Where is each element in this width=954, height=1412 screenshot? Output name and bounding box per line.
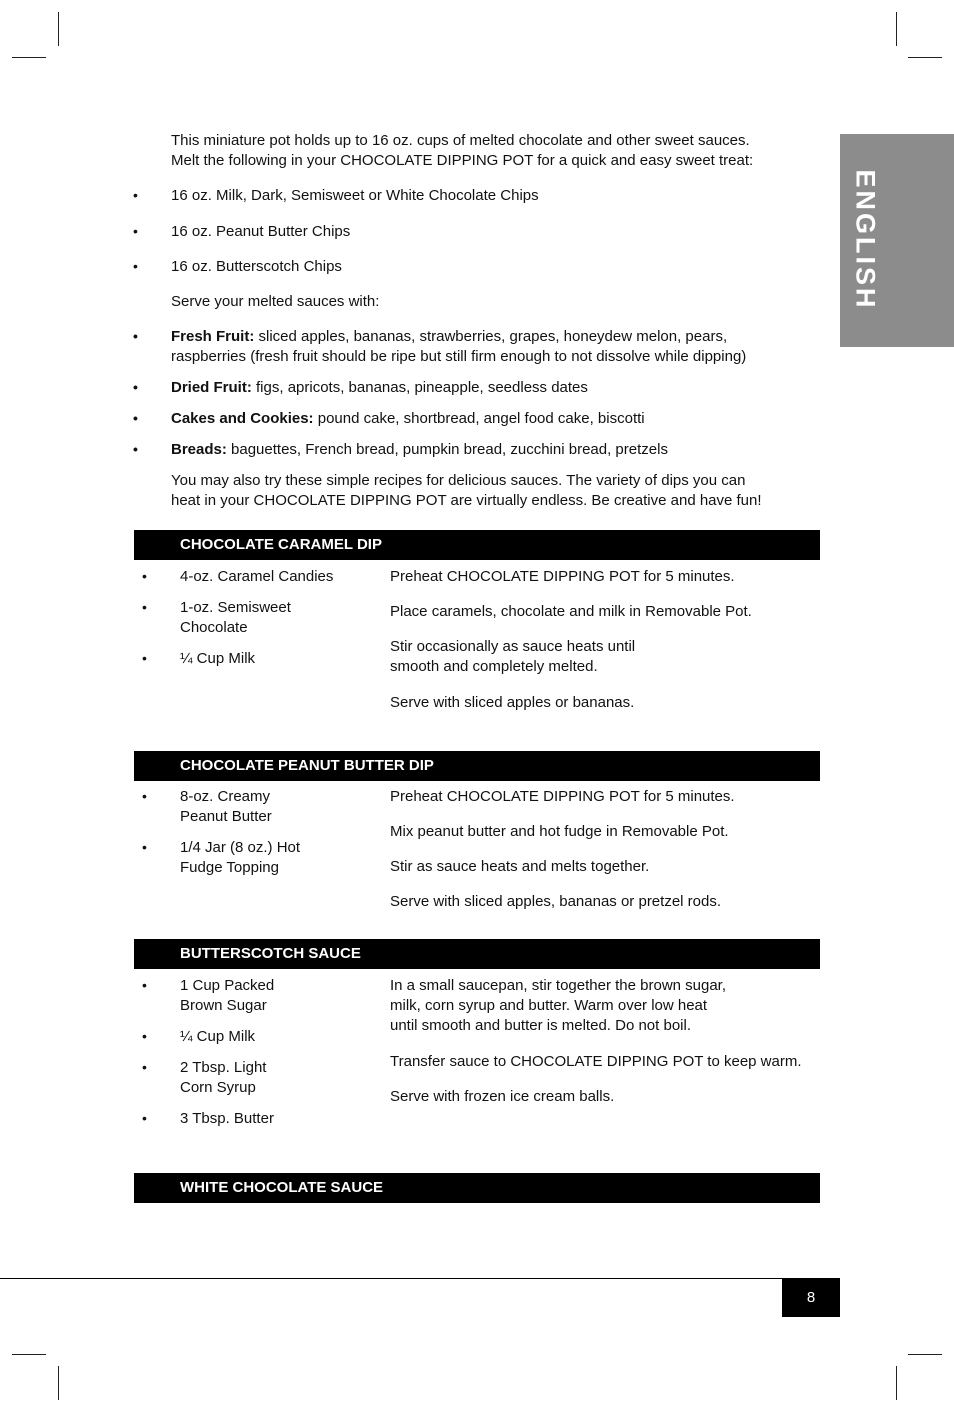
serve-item-text: sliced apples, bananas, strawberries, grapes, honeydew melon, pears, (258, 328, 728, 345)
serve-item-text: figs, apricots, bananas, pineapple, seedless dates (256, 379, 588, 396)
serve-item (171, 409, 645, 429)
serve-item-label: Fresh Fruit: (171, 328, 255, 345)
step-line: milk, corn syrup and butter. Warm over low heat (390, 997, 708, 1014)
ingredient-line: 8-oz. Creamy (180, 788, 271, 805)
recipe-title: WHITE CHOCOLATE SAUCE (180, 1179, 384, 1196)
recipe-title: BUTTERSCOTCH SAUCE (180, 945, 361, 962)
language-tab-label: ENGLISH (850, 169, 881, 311)
step-line: until smooth and butter is melted. Do not boil. (390, 1017, 691, 1034)
crop-mark (896, 12, 897, 46)
recipe-title: CHOCOLATE PEANUT BUTTER DIP (180, 757, 434, 774)
bullet: • (142, 977, 147, 993)
recipe-step: Transfer sauce to CHOCOLATE DIPPING POT to keep warm. (390, 1053, 802, 1070)
serve-item-text: pound cake, shortbread, angel food cake, biscotti (317, 410, 645, 427)
ingredient-line: Chocolate (180, 619, 248, 636)
bullet: • (142, 1110, 147, 1126)
serve-item (171, 327, 746, 367)
serve-item-text: raspberries (fresh fruit should be ripe but still firm enough to not dissolve while dipping) (171, 348, 747, 365)
recipe-step: Stir as sauce heats and melts together. (390, 858, 650, 875)
recipe-header (134, 1173, 820, 1203)
ingredient: ¼ Cup Milk (180, 650, 256, 667)
ingredient-line: Fudge Topping (180, 859, 279, 876)
bullet: • (133, 258, 138, 274)
ingredient (180, 598, 291, 638)
melt-item: 16 oz. Peanut Butter Chips (171, 223, 351, 240)
ingredient-line: 1 Cup Packed (180, 977, 275, 994)
step-line: Stir occasionally as sauce heats until (390, 638, 636, 655)
recipe-title: CHOCOLATE CARAMEL DIP (180, 536, 382, 553)
step-line: smooth and completely melted. (390, 658, 598, 675)
crop-mark (58, 12, 59, 46)
bullet: • (133, 379, 138, 395)
serve-item (171, 378, 588, 398)
ingredient-line: 1/4 Jar (8 oz.) Hot (180, 839, 301, 856)
recipe-step (390, 637, 635, 677)
serve-item-label: Cakes and Cookies: (171, 410, 314, 427)
outro-line: You may also try these simple recipes for delicious sauces. The variety of dips you can (171, 472, 746, 489)
melt-item: 16 oz. Butterscotch Chips (171, 258, 342, 275)
intro-paragraph (171, 131, 753, 171)
ingredient: 3 Tbsp. Butter (180, 1110, 274, 1127)
crop-mark (908, 1354, 942, 1355)
crop-mark (12, 1354, 46, 1355)
crop-mark (12, 57, 46, 58)
footer-rule (0, 1278, 840, 1279)
recipe-step (390, 976, 726, 1036)
serve-item-text: baguettes, French bread, pumpkin bread, zucchini bread, pretzels (231, 441, 668, 458)
recipe-step: Place caramels, chocolate and milk in Removable Pot. (390, 603, 752, 620)
ingredient (180, 838, 300, 878)
recipe-step: Mix peanut butter and hot fudge in Removable Pot. (390, 823, 729, 840)
page-number: 8 (782, 1278, 840, 1317)
bullet: • (142, 839, 147, 855)
crop-mark (908, 57, 942, 58)
serve-item-label: Breads: (171, 441, 227, 458)
ingredient: ¼ Cup Milk (180, 1028, 256, 1045)
crop-mark (58, 1366, 59, 1400)
recipe-header (134, 939, 820, 969)
crop-mark (896, 1366, 897, 1400)
intro-line: Melt the following in your CHOCOLATE DIPPING POT for a quick and easy sweet treat: (171, 152, 754, 169)
serve-item (171, 440, 668, 460)
recipe-step: Preheat CHOCOLATE DIPPING POT for 5 minutes. (390, 568, 735, 585)
ingredient (180, 1058, 266, 1098)
bullet: • (142, 599, 147, 615)
ingredient: 4-oz. Caramel Candies (180, 568, 334, 585)
recipe-step: Serve with frozen ice cream balls. (390, 1088, 615, 1105)
bullet: • (133, 410, 138, 426)
ingredient (180, 976, 274, 1016)
bullet: • (133, 187, 138, 203)
ingredient-line: 2 Tbsp. Light (180, 1059, 267, 1076)
recipe-header (134, 751, 820, 781)
recipe-header (134, 530, 820, 560)
serve-item-label: Dried Fruit: (171, 379, 252, 396)
outro-paragraph (171, 471, 762, 511)
ingredient (180, 787, 272, 827)
bullet: • (142, 1028, 147, 1044)
ingredient-line: Corn Syrup (180, 1079, 256, 1096)
bullet: • (142, 1059, 147, 1075)
bullet: • (142, 650, 147, 666)
ingredient-line: 1-oz. Semisweet (180, 599, 291, 616)
ingredient-line: Peanut Butter (180, 808, 272, 825)
bullet: • (133, 223, 138, 239)
step-line: In a small saucepan, stir together the brown sugar, (390, 977, 727, 994)
bullet: • (142, 788, 147, 804)
recipe-step: Serve with sliced apples, bananas or pretzel rods. (390, 893, 722, 910)
outro-line: heat in your CHOCOLATE DIPPING POT are virtually endless. Be creative and have fun! (171, 492, 762, 509)
bullet: • (133, 328, 138, 344)
serve-with-heading: Serve your melted sauces with: (171, 293, 380, 310)
recipe-step: Serve with sliced apples or bananas. (390, 694, 635, 711)
intro-line: This miniature pot holds up to 16 oz. cups of melted chocolate and other sweet sauces. (171, 132, 750, 149)
recipe-step: Preheat CHOCOLATE DIPPING POT for 5 minutes. (390, 788, 735, 805)
bullet: • (142, 568, 147, 584)
melt-item: 16 oz. Milk, Dark, Semisweet or White Chocolate Chips (171, 187, 539, 204)
ingredient-line: Brown Sugar (180, 997, 267, 1014)
bullet: • (133, 441, 138, 457)
